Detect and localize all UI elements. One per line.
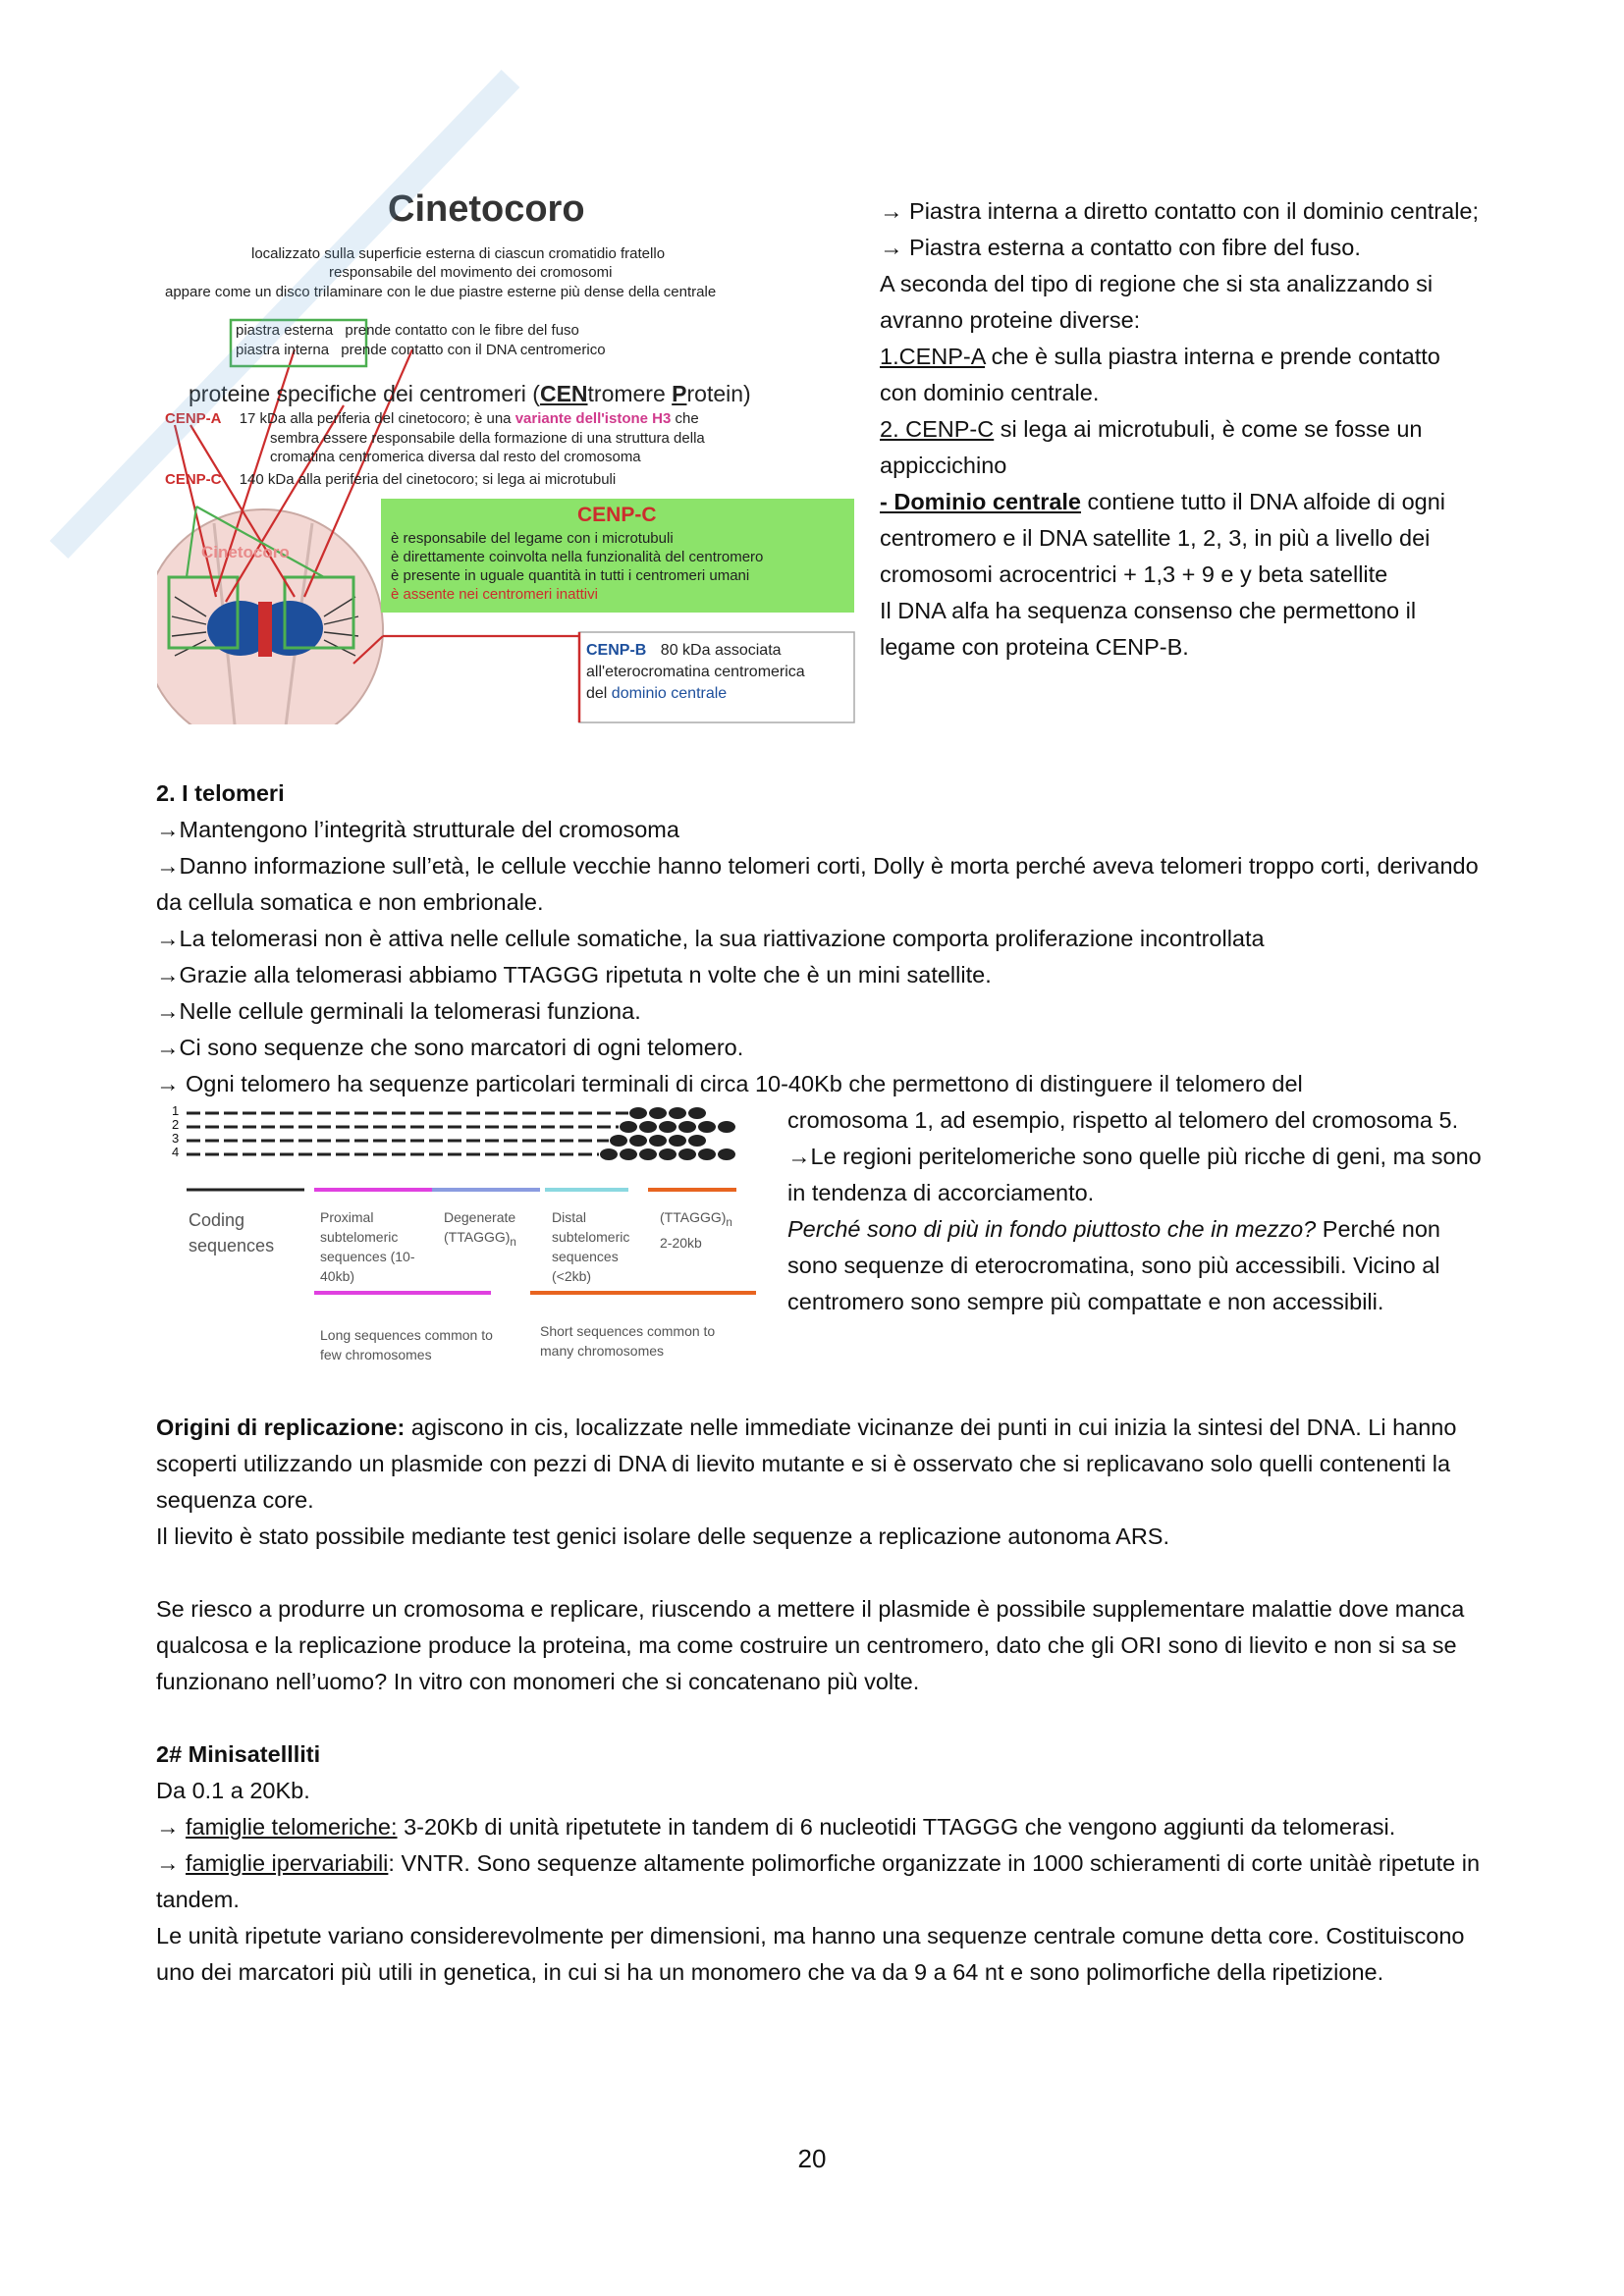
inner-plate-label [236,342,606,358]
minisatelliti-p2 [156,1809,1491,1845]
right-col-line-4 [880,339,1479,411]
origini-p3: Se riesco a produrre un cromosoma e replicare, riuscendo a mettere il plasmide è possibile supplementare malattie dove manca qualcosa e la replicazione produce la proteina, ma come costruire un centromero, dato che gli ORI sono di lievito e non si sa se funzionano nell’uomo? In vitro con monomeri che si concatenano più volte. [156,1596,1465,1694]
right-col-line-6-rest: contiene tutto il DNA alfoide di ogni centromero e il DNA satellite 1, 2, 3, in più a livello dei cromosomi acrocentrici + 1,3 + 9 e y beta satellite [880,489,1446,587]
cenpa-text2: che [675,410,699,427]
cenpb-line-3-link: dominio centrale [611,685,728,702]
cenpb-label: CENP-B [586,642,647,659]
telomeri-p4: →Grazie alla telomerasi abbiamo TTAGGG ripetuta n volte che è un mini satellite. [156,962,992,988]
right-column-text [880,193,1479,666]
telomeri-p7-cont: cromosoma 1, ad esempio, rispetto al telomero del cromosoma 5. [787,1107,1459,1133]
cenpa-text: kDa alla periferia del cinetocoro; è una [259,410,512,427]
kinetochore-desc-2: responsabile del movimento dei cromosomi [329,264,613,281]
right-col-line-7: Il DNA alfa ha sequenza consenso che permettono il legame con proteina CENP-B. [880,598,1417,660]
cenpc-box-line-2: è direttamente coinvolta nella funzionalità del centromero [391,549,764,565]
minisatelliti-p2-rest: 3-20Kb di unità ripetutete in tandem di 6 nucleotidi TTAGGG che vengono aggiunti da telomerasi. [397,1814,1396,1840]
degenerate-label [444,1207,547,1253]
cenpc-box-line-3: è presente in uguale quantità in tutti i centromeri umani [391,567,750,584]
origini-p1-text: agiscono in cis, localizzate nelle immediate vicinanze dei punti in cui inizia la sintesi del DNA. Li hanno scoperti utilizzando un plasmide con pezzi di DNA di lievito mutante e si è osservato che si replicavano solo quelli contenenti la sequenza core. [156,1415,1457,1513]
telomeri-question: Perché sono di più in fondo piuttosto che in mezzo? [787,1216,1317,1242]
cenpb-line [586,642,782,660]
origini-p1 [156,1410,1491,1519]
minisatelliti-p4: Le unità ripetute variano considerevolmente per dimensioni, ma hanno una sequenze centrale comune detta core. Costituiscono uno dei marcatori più utili in genetica, in cui si ha un monomero che va da 9 a 64 nt e sono polimorfiche della ripetizione. [156,1923,1465,1985]
row-label-4: 4 [172,1145,180,1159]
cenpa-term: 1.CENP-A [880,344,986,369]
page-number: 20 [797,2144,827,2173]
cenpc-box-line-4: è assente nei centromeri inattivi [391,586,598,603]
cenpb-text: 80 kDa associata [660,642,782,659]
proteins-heading-mid: tromere [587,381,673,406]
cenpc-term: 2. CENP-C [880,416,995,442]
cenpc-label: CENP-C [165,471,222,488]
row-label-1: 1 [172,1103,180,1118]
degenerate-sub: n [510,1235,516,1249]
central-domain-term: - Dominio centrale [880,489,1082,514]
row-label-3: 3 [172,1131,180,1146]
cenpc-text: 140 kDa alla periferia del cinetocoro; si lega ai microtubuli [239,471,617,488]
degenerate-text: Degenerate (TTAGGG) [444,1209,516,1245]
origini-heading: Origini di replicazione: [156,1415,406,1440]
kinetochore-title: Cinetocoro [388,188,585,230]
minisatelliti-heading: 2# Minisatellliti [156,1741,321,1767]
kinetochore-desc-1: localizzato sulla superficie esterna di ciascun cromatidio fratello [251,245,666,262]
telomeri-section [156,775,1482,1102]
telomeri-p9 [787,1211,1485,1320]
outer-plate-desc: prende contatto con le fibre del fuso [345,322,579,339]
telomeri-p5: →Nelle cellule germinali la telomerasi funziona. [156,998,641,1024]
minisatelliti-p1: Da 0.1 a 20Kb. [156,1778,310,1803]
short-sequences-label: Short sequences common to many chromosomes [540,1323,716,1359]
proteins-heading-pre: proteine specifiche dei centromeri ( [189,381,540,406]
right-col-line-3: A seconda del tipo di regione che si sta analizzando si avranno proteine diverse: [880,271,1434,333]
coding-sequences-label: Coding sequences [189,1210,275,1255]
cenpa-line [165,410,699,427]
cenpc-line [165,471,616,488]
minisatelliti-p3 [156,1845,1491,1918]
kinetochore-figure [157,185,856,724]
telomeri-p9-rest: Perché non sono sequenze di eterocromatina, sono più accessibili. Vicino al centromero sono sempre più compattate e non accessibili. [787,1216,1440,1314]
proteins-heading-cen: CEN [539,381,588,406]
ttaggg-text: (TTAGGG) [660,1209,727,1225]
telomeri-side-text [787,1102,1485,1320]
long-sequences-label: Long sequences common to few chromosomes [320,1327,493,1362]
outer-plate-label [236,322,579,339]
telomere-figure [167,1101,768,1376]
minisatelliti-p3-arrow: → [156,1850,187,1876]
row-label-2: 2 [172,1117,180,1132]
right-col-line-1: → Piastra interna a diretto contatto con il dominio centrale; [880,198,1480,224]
hypervariable-families-term: famiglie ipervariabili [186,1850,389,1876]
right-col-line-5-rest: si lega ai microtubuli, è come se fosse un appiccichino [880,416,1423,478]
inner-plate-term: piastra interna [236,342,330,358]
cenpa-label: CENP-A [165,410,222,427]
telomeri-p3: →La telomerasi non è attiva nelle cellule somatiche, la sua riattivazione comporta proliferazione incontrollata [156,926,1265,951]
outer-plate-term: piastra esterna [236,322,334,339]
right-col-line-5 [880,411,1479,484]
minisatelliti-p2-arrow: → [156,1814,187,1840]
minisatelliti-p3-rest: : VNTR. Sono sequenze altamente polimorfiche organizzate in 1000 schieramenti di corte unitàè ripetute in tandem. [156,1850,1481,1912]
telomeric-families-term: famiglie telomeriche: [186,1814,398,1840]
ttaggg-sub: n [726,1215,732,1229]
telomeri-p1: →Mantengono l’integrità strutturale del cromosoma [156,817,679,842]
kinetochore-desc-3: appare come un disco trilaminare con le due piastre esterne più dense della centrale [165,284,717,300]
telomeri-heading: 2. I telomeri [156,780,285,806]
ttaggg-length: 2-20kb [660,1234,702,1251]
cenpa-line-3: cromatina centromerica diversa dal resto del cromosoma [270,449,641,465]
cenpb-line-3 [586,685,727,703]
proteins-heading-p: P [672,381,687,406]
cenpa-kda: 17 [239,410,256,427]
minisatelliti-section [156,1736,1491,1991]
cenpc-box-title: CENP-C [577,504,657,526]
telomeri-p7: → Ogni telomero ha sequenze particolari terminali di circa 10-40Kb che permettono di distinguere il telomero del [156,1071,1303,1096]
right-col-line-4-rest: che è sulla piastra interna e prende contatto con dominio centrale. [880,344,1440,405]
cenpb-line-2: all'eterocromatina centromerica [586,664,805,680]
cenpb-line-3-pre: del [586,685,612,702]
cell-label: Cinetocoro [201,543,290,561]
proteins-heading-post: rotein) [686,381,751,406]
proteins-heading [189,381,751,407]
cenpc-box-line-1: è responsabile del legame con i microtubuli [391,530,674,547]
right-col-line-2: → Piastra esterna a contatto con fibre del fuso. [880,235,1361,260]
right-col-line-6 [880,484,1479,593]
telomeri-p2: →Danno informazione sull’età, le cellule vecchie hanno telomeri corti, Dolly è morta perché aveva telomeri troppo corti, derivando da cellula somatica e non embrionale. [156,853,1479,915]
ttaggg-label [660,1207,758,1253]
telomeri-p6: →Ci sono sequenze che sono marcatori di ogni telomero. [156,1035,744,1060]
distal-label: Distal subtelomeric sequences (<2kb) [552,1209,630,1284]
cenpa-line-2: sembra essere responsabile della formazione di una struttura della [270,430,705,447]
origini-p2: Il lievito è stato possibile mediante test genici isolare delle sequenze a replicazione autonoma ARS. [156,1523,1169,1549]
cenpa-variant: variante dell'istone H3 [514,410,672,427]
origini-section [156,1410,1491,1700]
proximal-label: Proximal subtelomeric sequences (10-40kb) [320,1209,415,1284]
inner-plate-desc: prende contatto con il DNA centromerico [341,342,606,358]
telomeri-p8: →Le regioni peritelomeriche sono quelle più ricche di geni, ma sono in tendenza di accorciamento. [787,1144,1482,1205]
